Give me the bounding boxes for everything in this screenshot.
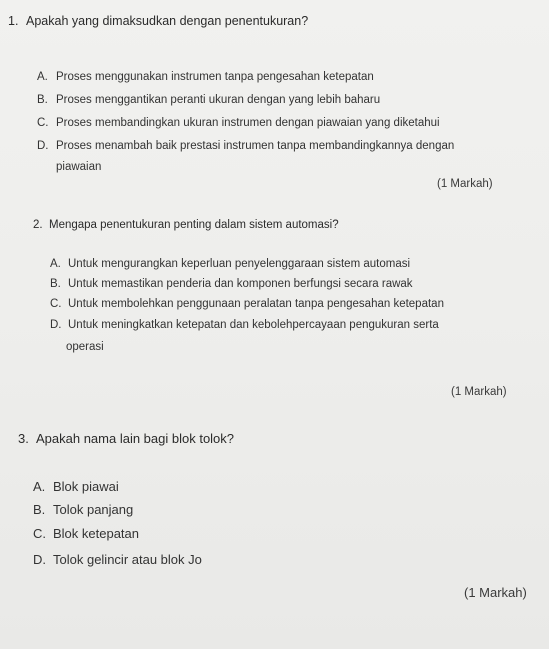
- option-text: Untuk membolehkan penggunaan peralatan tanpa pengesahan ketepatan: [68, 298, 444, 310]
- marks-label: (1 Markah): [451, 386, 507, 398]
- option-letter: C.: [50, 298, 62, 310]
- question-text: Apakah nama lain bagi blok tolok?: [36, 431, 235, 446]
- marks-label: (1 Markah): [464, 585, 527, 600]
- option-text: Tolok gelincir atau blok Jo: [53, 552, 202, 567]
- option-text: Untuk meningkatkan ketepatan dan kebolehpercayaan pengukuran serta: [68, 319, 439, 331]
- option-continuation: piawaian: [56, 161, 102, 173]
- option-text: Proses membandingkan ukuran instrumen dengan piawaian yang diketahui: [56, 117, 440, 129]
- option-letter: B.: [50, 278, 61, 290]
- option-text: Untuk memastikan penderia dan komponen berfungsi secara rawak: [68, 278, 413, 290]
- question-number: 1.: [8, 14, 19, 28]
- option-letter: B.: [33, 502, 46, 517]
- option-text: Blok ketepatan: [53, 526, 140, 541]
- question-text: Apakah yang dimaksudkan dengan penentukuran?: [26, 14, 309, 28]
- option-text: Blok piawai: [53, 479, 119, 494]
- option-continuation: operasi: [66, 341, 104, 353]
- question-text: Mengapa penentukuran penting dalam sistem automasi?: [49, 219, 339, 231]
- marks-label: (1 Markah): [437, 178, 493, 190]
- option-text: Proses menambah baik prestasi instrumen tanpa membandingkannya dengan: [56, 140, 455, 152]
- option-letter: C.: [37, 117, 49, 129]
- option-text: Proses menggantikan peranti ukuran dengan yang lebih baharu: [56, 94, 381, 106]
- option-letter: A.: [33, 479, 46, 494]
- option-letter: D.: [50, 319, 62, 331]
- option-letter: D.: [33, 552, 46, 567]
- option-text: Untuk mengurangkan keperluan penyelenggaraan sistem automasi: [68, 258, 411, 270]
- option-letter: D.: [37, 140, 49, 152]
- question-number: 2.: [33, 219, 43, 231]
- option-letter: A.: [50, 258, 61, 270]
- option-text: Tolok panjang: [53, 502, 134, 517]
- option-text: Proses menggunakan instrumen tanpa pengesahan ketepatan: [56, 71, 374, 83]
- option-letter: A.: [37, 71, 48, 83]
- option-letter: C.: [33, 526, 46, 541]
- question-number: 3.: [18, 431, 29, 446]
- option-letter: B.: [37, 94, 48, 106]
